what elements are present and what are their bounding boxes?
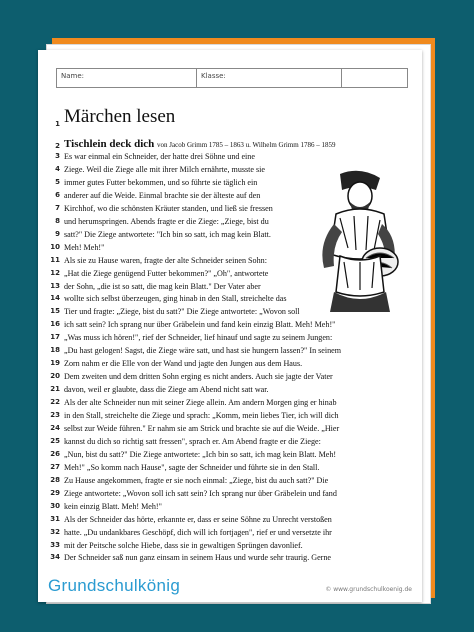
line-number: 14 [50,294,60,303]
line-number: 28 [50,475,60,484]
class-field[interactable] [197,69,342,87]
story-line: Dem zweiten und dem dritten Sohn erging es nicht anders. Auch sie jagte der Vater [64,372,333,382]
line-number: 6 [55,190,60,199]
line-number: 18 [50,346,60,355]
line-number: 9 [55,229,60,238]
story-line: Meh!" „So komm nach Hause", sagte der Schneider und führte sie in den Stall. [64,462,320,472]
line-number: 27 [50,462,60,471]
worksheet [38,50,422,602]
story-line: anderer auf die Weide. Einmal brachte sie der älteste auf den [64,190,261,200]
line-number: 21 [50,385,60,394]
line-number: 12 [50,268,60,277]
line-number: 29 [50,488,60,497]
story-line: Zu Hause angekommen, fragte er sie noch einmal: „Ziege, bist du auch satt?" Die [64,475,329,485]
line-number: 20 [50,372,60,381]
line-number: 19 [50,359,60,368]
line-number: 31 [50,514,60,523]
story-line: Tier und fragte: „Ziege, bist du satt?" Die Ziege antwortete: „Wovon soll [64,307,300,317]
blank-field[interactable] [342,69,407,87]
line-number: 13 [50,281,60,290]
line-number: 10 [50,242,60,251]
class-label: Klasse: [201,72,226,80]
story-line: „Hat die Ziege genügend Futter bekommen?" „Oh", antwortete [64,268,269,278]
story-line: kein einzig Blatt. Meh! Meh!" [64,501,162,511]
story-line: hatte. „Du undankbares Geschöpf, dich will ich fortjagen", rief er und versetzte ihr [64,527,332,537]
story-line: „Nun, bist du satt?" Die Ziege antwortete: „Ich bin so satt, ich mag kein Blatt. Meh! [64,449,337,459]
story-line: Meh! Meh!" [64,242,105,252]
story-title: Tischlein deck dich [64,138,155,150]
story-line: immer gutes Futter bekommen, und so führte sie täglich ein [64,177,258,187]
story-line: Als der alte Schneider nun mit seiner Ziege allein. Am andern Morgen ging er hinab [64,398,337,408]
line-number: 4 [55,164,60,173]
line-number: 22 [50,398,60,407]
story-line: wollte sich selbst überzeugen, ging hinab in den Stall, streichelte das [64,294,287,304]
story-line: satt?" Die Ziege antwortete: "Ich bin so satt, ich mag kein Blatt. [64,229,271,239]
story-line: in den Stall, streichelte die Ziege und sprach: „Komm, mein liebes Tier, ich will dich [64,411,339,420]
line-number: 7 [55,203,60,212]
line-number: 30 [50,501,60,510]
line-number: 32 [50,527,60,536]
line-number: 1 [55,120,60,128]
line-number: 25 [50,436,60,445]
story-subtitle [64,138,335,150]
website-credit: © www.grundschulkoenig.de [325,586,412,593]
line-number: 23 [50,411,60,419]
line-number: 33 [50,540,60,549]
story-line: Es war einmal ein Schneider, der hatte drei Söhne und eine [64,152,255,161]
story-line: selbst zur Weide führen." Er nahm sie am Strick und brachte sie auf die Weide. „Hier [64,423,340,433]
line-number: 15 [50,307,60,316]
story-line: der Sohn, „die ist so satt, die mag kein Blatt." Der Vater aber [64,281,261,291]
story-line: Ziege antwortete: „Wovon soll ich satt sein? Ich sprang nur über Gräbelein und fand [64,488,337,498]
story-line: „Was muss ich hören!", rief der Schneider, lief hinauf und sagte zu seinem Jungen: [64,333,333,343]
footer [38,562,422,602]
story-line: kannst du dich so richtig satt fressen", sprach er. Am Abend fragte er die Ziege: [64,436,321,446]
line-number: 11 [50,255,60,264]
story-line: mit der Peitsche solche Hiebe, dass sie in gewaltigen Sprüngen davonlief. [64,540,303,550]
story-authors: von Jacob Grimm 1785 – 1863 u. Wilhelm Grimm 1786 – 1859 [157,141,336,149]
line-number: 16 [50,320,60,329]
story-line: Ziege. Weil die Ziege alle mit ihrer Milch ernährte, musste sie [64,164,266,174]
line-number: 26 [50,449,60,458]
story-line: Der Schneider saß nun ganz einsam in seinem Haus und wurde sehr traurig. Gerne [64,553,332,563]
line-number: 17 [50,333,60,342]
story-line: und herumspringen. Abends fragte er die Ziege: „Ziege, bist du [64,216,269,226]
name-field[interactable] [57,69,197,87]
line-number: 24 [50,423,60,432]
page-title: Märchen lesen [64,106,176,127]
line-number: 8 [55,216,60,225]
story-line: davon, weil er glaubte, dass die Ziege am Abend nicht satt war. [64,385,269,395]
story-line: Kirchhof, wo die schönsten Kräuter standen, und ließ sie fressen [64,203,273,213]
story-line: Als der Schneider das hörte, erkannte er, dass er seine Söhne zu Unrecht verstoßen [64,514,332,524]
name-class-bar [56,68,408,88]
line-number: 2 [55,142,60,150]
name-label: Name: [61,72,85,80]
story-line: ich satt sein? Ich sprang nur über Gräbelein und fand kein einzig Blatt. Meh! Meh!" [64,320,336,330]
line-number: 34 [50,553,60,562]
story-line: „Du hast gelogen! Sagst, die Ziege wäre satt, und hast sie hungern lassen?" In seinem [64,346,342,356]
story-line: Als sie zu Hause waren, fragte der alte Schneider seinen Sohn: [64,255,267,265]
story-line: Zorn nahm er die Elle von der Wand und jagte den Jungen aus dem Haus. [64,359,303,369]
line-number: 5 [55,177,60,186]
line-number: 3 [55,152,60,160]
tailor-with-goat-illustration [310,166,402,316]
brand-logo: Grundschulkönig [48,576,181,595]
